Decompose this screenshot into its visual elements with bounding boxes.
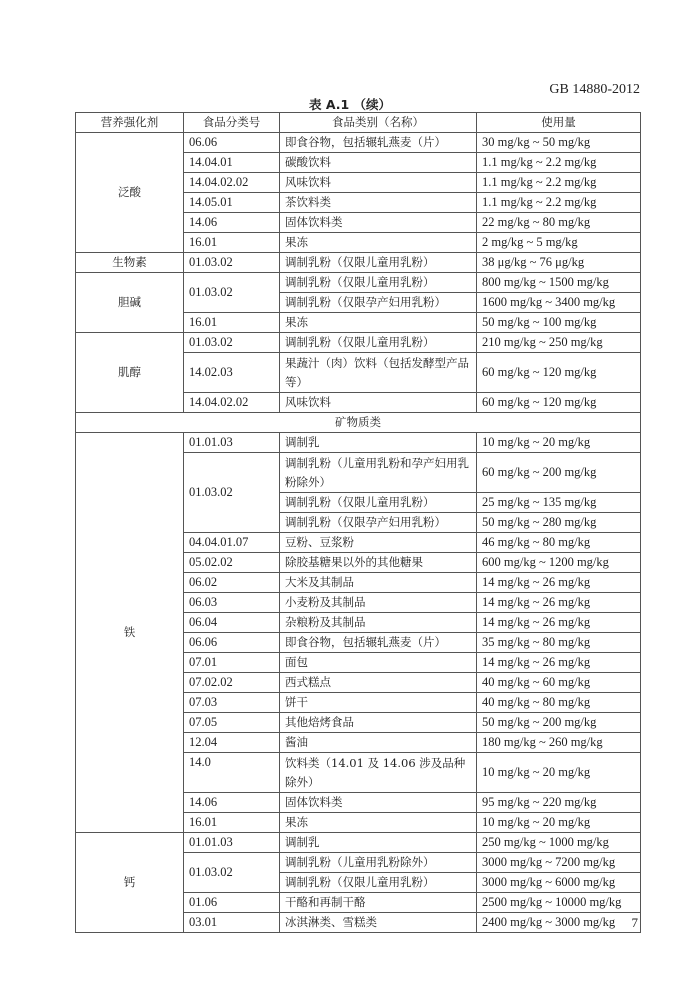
amount-cell: 50 mg/kg ~ 100 mg/kg (477, 313, 641, 333)
food-name-cell: 果冻 (280, 813, 477, 833)
agent-cell: 钙 (76, 833, 184, 933)
food-name-cell: 调制乳粉（仅限孕产妇用乳粉） (280, 513, 477, 533)
food-name-cell: 固体饮料类 (280, 213, 477, 233)
amount-cell: 40 mg/kg ~ 80 mg/kg (477, 693, 641, 713)
amount-cell: 1.1 mg/kg ~ 2.2 mg/kg (477, 173, 641, 193)
column-header-food-name: 食品类别（名称） (280, 113, 477, 133)
food-name-cell: 西式糕点 (280, 673, 477, 693)
table-header-row (76, 113, 641, 133)
table-title: 表 A.1 （续） (308, 97, 392, 112)
column-header-code: 食品分类号 (184, 113, 280, 133)
table-row (76, 133, 641, 153)
amount-cell: 2500 mg/kg ~ 10000 mg/kg (477, 893, 641, 913)
agent-cell: 生物素 (76, 253, 184, 273)
amount-cell: 2400 mg/kg ~ 3000 mg/kg (477, 913, 641, 933)
code-cell: 16.01 (184, 813, 280, 833)
code-cell: 07.05 (184, 713, 280, 733)
agent-cell: 肌醇 (76, 333, 184, 413)
table-row (76, 333, 641, 353)
amount-cell: 1.1 mg/kg ~ 2.2 mg/kg (477, 193, 641, 213)
food-name-cell: 调制乳 (280, 833, 477, 853)
table-row (76, 833, 641, 853)
food-name-cell: 固体饮料类 (280, 793, 477, 813)
amount-cell: 50 mg/kg ~ 200 mg/kg (477, 713, 641, 733)
amount-cell: 38 μg/kg ~ 76 μg/kg (477, 253, 641, 273)
amount-cell: 250 mg/kg ~ 1000 mg/kg (477, 833, 641, 853)
food-name-cell: 面包 (280, 653, 477, 673)
food-name-cell: 风味饮料 (280, 173, 477, 193)
food-name-cell: 除胶基糖果以外的其他糖果 (280, 553, 477, 573)
amount-cell: 22 mg/kg ~ 80 mg/kg (477, 213, 641, 233)
code-cell: 01.01.03 (184, 433, 280, 453)
column-header-amount: 使用量 (477, 113, 641, 133)
food-name-cell: 调制乳粉（仅限儿童用乳粉） (280, 273, 477, 293)
code-cell: 01.06 (184, 893, 280, 913)
agent-cell: 铁 (76, 433, 184, 833)
food-name-cell: 调制乳粉（仅限儿童用乳粉） (280, 253, 477, 273)
food-name-cell: 调制乳粉（仅限孕产妇用乳粉） (280, 293, 477, 313)
amount-cell: 14 mg/kg ~ 26 mg/kg (477, 573, 641, 593)
food-name-cell: 饼干 (280, 693, 477, 713)
food-name-cell: 饮料类（14.01 及 14.06 涉及品种除外） (280, 753, 477, 793)
code-cell: 14.0 (184, 753, 280, 793)
code-cell: 14.04.02.02 (184, 393, 280, 413)
table-row (76, 273, 641, 293)
food-name-cell: 小麦粉及其制品 (280, 593, 477, 613)
amount-cell: 10 mg/kg ~ 20 mg/kg (477, 753, 641, 793)
amount-cell: 1.1 mg/kg ~ 2.2 mg/kg (477, 153, 641, 173)
amount-cell: 35 mg/kg ~ 80 mg/kg (477, 633, 641, 653)
code-cell: 01.03.02 (184, 453, 280, 533)
food-name-cell: 果蔬汁（肉）饮料（包括发酵型产品等） (280, 353, 477, 393)
amount-cell: 40 mg/kg ~ 60 mg/kg (477, 673, 641, 693)
amount-cell: 180 mg/kg ~ 260 mg/kg (477, 733, 641, 753)
amount-cell: 600 mg/kg ~ 1200 mg/kg (477, 553, 641, 573)
amount-cell: 46 mg/kg ~ 80 mg/kg (477, 533, 641, 553)
food-name-cell: 风味饮料 (280, 393, 477, 413)
food-name-cell: 豆粉、豆浆粉 (280, 533, 477, 553)
amount-cell: 14 mg/kg ~ 26 mg/kg (477, 593, 641, 613)
amount-cell: 800 mg/kg ~ 1500 mg/kg (477, 273, 641, 293)
food-name-cell: 干酪和再制干酪 (280, 893, 477, 913)
amount-cell: 1600 mg/kg ~ 3400 mg/kg (477, 293, 641, 313)
page-number: 7 (631, 915, 638, 930)
food-name-cell: 调制乳粉（儿童用乳粉和孕产妇用乳粉除外） (280, 453, 477, 493)
food-name-cell: 茶饮料类 (280, 193, 477, 213)
section-row (76, 413, 641, 433)
code-cell: 16.01 (184, 233, 280, 253)
code-cell: 01.03.02 (184, 853, 280, 893)
amount-cell: 2 mg/kg ~ 5 mg/kg (477, 233, 641, 253)
amount-cell: 25 mg/kg ~ 135 mg/kg (477, 493, 641, 513)
code-cell: 07.01 (184, 653, 280, 673)
code-cell: 05.02.02 (184, 553, 280, 573)
food-name-cell: 碳酸饮料 (280, 153, 477, 173)
food-name-cell: 调制乳 (280, 433, 477, 453)
amount-cell: 210 mg/kg ~ 250 mg/kg (477, 333, 641, 353)
agent-cell: 泛酸 (76, 133, 184, 253)
code-cell: 14.04.02.02 (184, 173, 280, 193)
nutrition-fortifier-table (75, 112, 641, 933)
code-cell: 01.01.03 (184, 833, 280, 853)
food-name-cell: 果冻 (280, 233, 477, 253)
amount-cell: 3000 mg/kg ~ 7200 mg/kg (477, 853, 641, 873)
code-cell: 16.01 (184, 313, 280, 333)
food-name-cell: 果冻 (280, 313, 477, 333)
amount-cell: 30 mg/kg ~ 50 mg/kg (477, 133, 641, 153)
column-header-agent: 营养强化剂 (76, 113, 184, 133)
food-name-cell: 调制乳粉（仅限儿童用乳粉） (280, 493, 477, 513)
code-cell: 06.02 (184, 573, 280, 593)
food-name-cell: 即食谷物，包括辗轧燕麦（片） (280, 633, 477, 653)
code-cell: 14.05.01 (184, 193, 280, 213)
food-name-cell: 即食谷物，包括辗轧燕麦（片） (280, 133, 477, 153)
code-cell: 07.03 (184, 693, 280, 713)
code-cell: 14.04.01 (184, 153, 280, 173)
food-name-cell: 冰淇淋类、雪糕类 (280, 913, 477, 933)
table-row (76, 433, 641, 453)
amount-cell: 60 mg/kg ~ 120 mg/kg (477, 353, 641, 393)
code-cell: 01.03.02 (184, 333, 280, 353)
amount-cell: 60 mg/kg ~ 120 mg/kg (477, 393, 641, 413)
code-cell: 14.06 (184, 213, 280, 233)
code-cell: 06.03 (184, 593, 280, 613)
amount-cell: 3000 mg/kg ~ 6000 mg/kg (477, 873, 641, 893)
code-cell: 01.03.02 (184, 273, 280, 313)
food-name-cell: 调制乳粉（儿童用乳粉除外） (280, 853, 477, 873)
code-cell: 04.04.01.07 (184, 533, 280, 553)
code-cell: 12.04 (184, 733, 280, 753)
food-name-cell: 酱油 (280, 733, 477, 753)
table-row (76, 253, 641, 273)
amount-cell: 60 mg/kg ~ 200 mg/kg (477, 453, 641, 493)
amount-cell: 14 mg/kg ~ 26 mg/kg (477, 653, 641, 673)
code-cell: 06.04 (184, 613, 280, 633)
code-cell: 01.03.02 (184, 253, 280, 273)
amount-cell: 95 mg/kg ~ 220 mg/kg (477, 793, 641, 813)
code-cell: 03.01 (184, 913, 280, 933)
amount-cell: 10 mg/kg ~ 20 mg/kg (477, 433, 641, 453)
section-label: 矿物质类 (76, 413, 641, 433)
code-cell: 06.06 (184, 133, 280, 153)
food-name-cell: 大米及其制品 (280, 573, 477, 593)
amount-cell: 10 mg/kg ~ 20 mg/kg (477, 813, 641, 833)
food-name-cell: 调制乳粉（仅限儿童用乳粉） (280, 873, 477, 893)
code-cell: 14.06 (184, 793, 280, 813)
code-cell: 07.02.02 (184, 673, 280, 693)
agent-cell: 胆碱 (76, 273, 184, 333)
food-name-cell: 杂粮粉及其制品 (280, 613, 477, 633)
standard-code: GB 14880-2012 (549, 82, 640, 97)
code-cell: 06.06 (184, 633, 280, 653)
food-name-cell: 调制乳粉（仅限儿童用乳粉） (280, 333, 477, 353)
amount-cell: 50 mg/kg ~ 280 mg/kg (477, 513, 641, 533)
food-name-cell: 其他焙烤食品 (280, 713, 477, 733)
code-cell: 14.02.03 (184, 353, 280, 393)
amount-cell: 14 mg/kg ~ 26 mg/kg (477, 613, 641, 633)
